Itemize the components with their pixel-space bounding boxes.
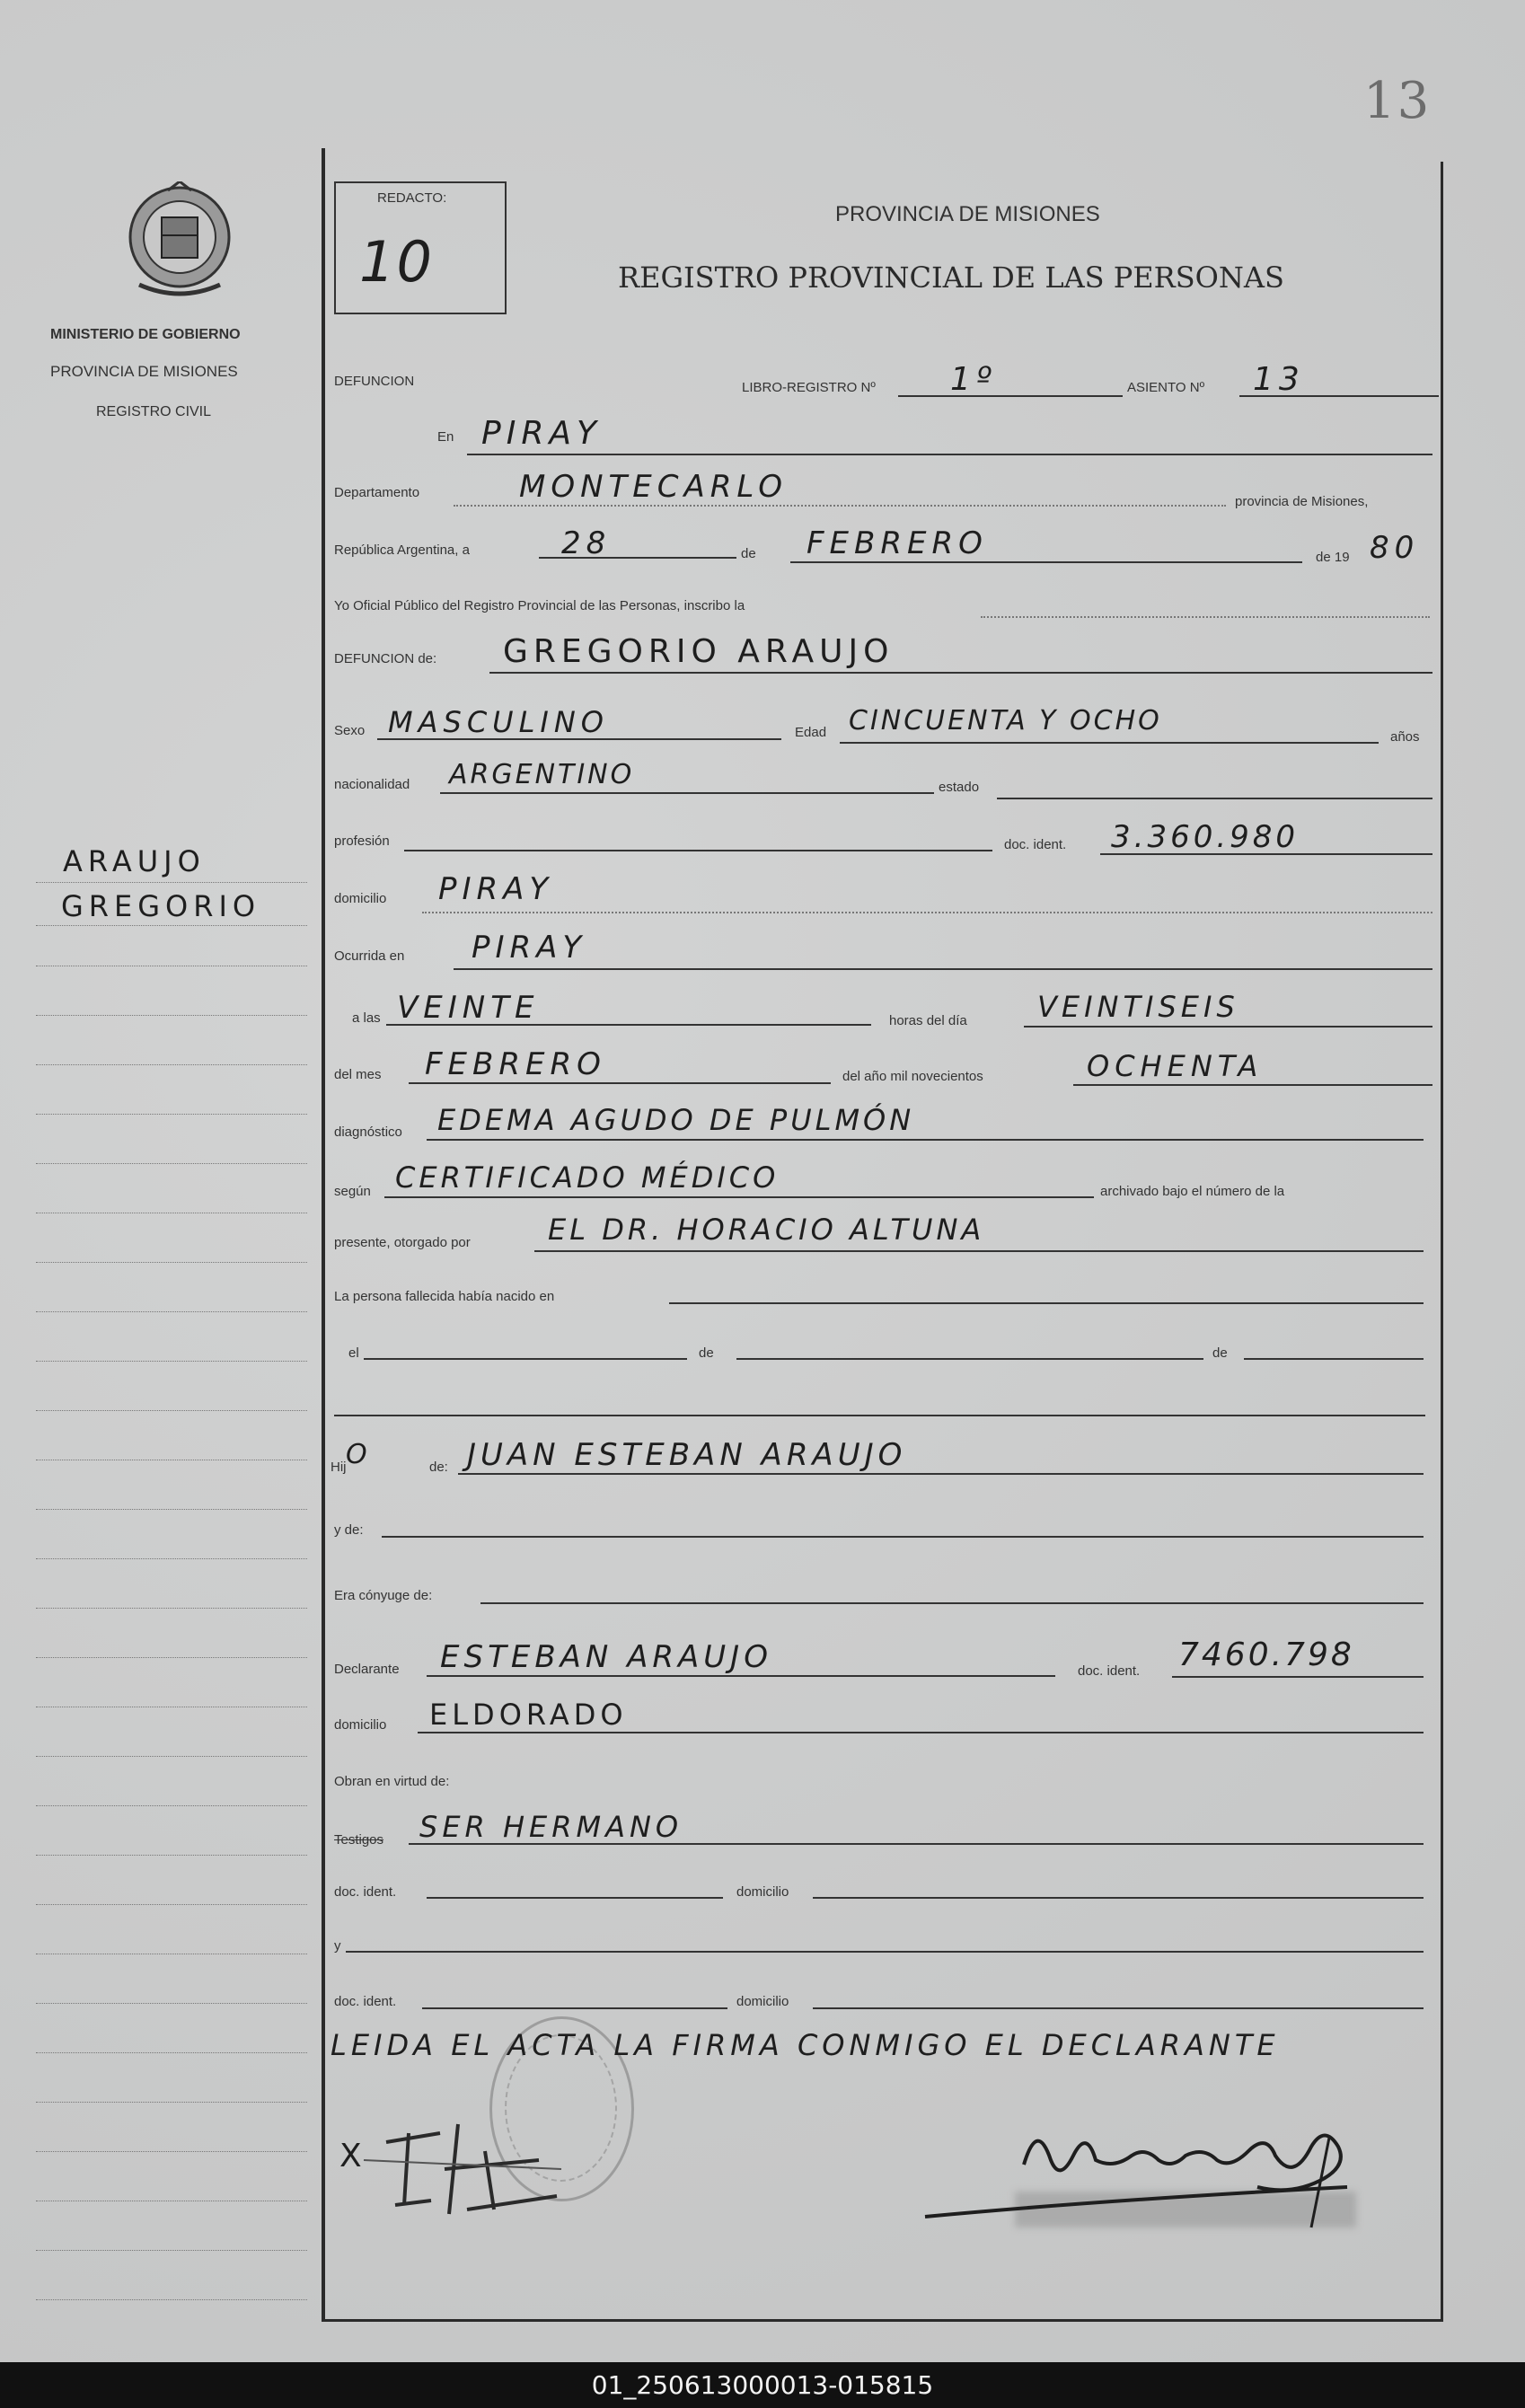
asiento-line (1239, 395, 1439, 397)
departamento-value: MONTECARLO (519, 469, 789, 505)
margin-rule-26 (36, 2102, 307, 2103)
y-line (346, 1951, 1424, 1953)
domicilio-value: PIRAY (438, 871, 554, 907)
ocurrida-value: PIRAY (472, 930, 587, 966)
declarante-label: Declarante (334, 1662, 400, 1677)
doc-ident-line (1100, 853, 1432, 855)
testigos-value: SER HERMANO (419, 1810, 683, 1844)
segun-line (384, 1196, 1094, 1198)
margin-rule-27 (36, 2151, 307, 2152)
yde-line (382, 1536, 1424, 1538)
domicilio2-line (813, 2007, 1424, 2009)
domicilio-line (422, 912, 1432, 913)
ocurrida-line (454, 968, 1432, 970)
doc2-label: doc. ident. (334, 1994, 397, 2009)
redacto-value: 10 (359, 229, 434, 295)
presente-value: EL DR. HORACIO ALTUNA (548, 1213, 985, 1247)
diagnostico-line (427, 1139, 1424, 1141)
asiento-label: ASIENTO Nº (1127, 380, 1205, 395)
de3-label: de (1212, 1345, 1228, 1361)
estado-label: estado (939, 780, 980, 795)
declarante-value: ESTEBAN ARAUJO (440, 1639, 772, 1675)
sexo-value: MASCULINO (388, 705, 609, 739)
province-heading: PROVINCIA DE MISIONES (835, 202, 1100, 226)
y-label: y (334, 1938, 341, 1954)
ministry-line2: PROVINCIA DE MISIONES (50, 363, 238, 380)
horas-value: VEINTISEIS (1037, 990, 1239, 1024)
en-line (467, 454, 1432, 455)
declarant-mark-scribble (359, 2106, 566, 2223)
de19-label: de 19 (1316, 550, 1350, 565)
mes-line (790, 561, 1302, 563)
el-label: el (348, 1345, 359, 1361)
defuncion-de-label: DEFUNCION de: (334, 651, 437, 666)
presente-line (534, 1250, 1424, 1252)
x-mark: X (339, 2138, 367, 2174)
margin-rule-24 (36, 2003, 307, 2004)
page-number: 13 (1363, 72, 1432, 130)
profesion-label: profesión (334, 834, 390, 849)
de2-label: de (699, 1345, 714, 1361)
doc2-line (422, 2007, 727, 2009)
dia-value: 28 (561, 525, 612, 561)
horas-line (1024, 1026, 1432, 1028)
delanio-line (1073, 1084, 1432, 1086)
closing-statement: LEIDA EL ACTA LA FIRMA CONMIGO EL DECLARANTE (331, 2028, 1280, 2062)
nacionalidad-label: nacionalidad (334, 777, 410, 792)
declarante-doc-line (1172, 1676, 1424, 1678)
margin-rule-15 (36, 1558, 307, 1559)
domicilio1-label: domicilio (736, 1884, 789, 1900)
conyuge-line (480, 1602, 1424, 1604)
declarante-dom-value: ELDORADO (429, 1698, 628, 1732)
declarante-doc-value: 7460.798 (1178, 1636, 1354, 1673)
provincia-label: provincia de Misiones, (1235, 494, 1369, 509)
blank-line (334, 1415, 1425, 1416)
margin-rule-1 (36, 882, 307, 883)
doc1-line (427, 1897, 723, 1899)
nacido-line (669, 1302, 1424, 1304)
anio-value: 80 (1370, 530, 1420, 566)
margin-rule-10 (36, 1311, 307, 1312)
right-margin-rule (1441, 162, 1443, 2322)
edad-value: CINCUENTA Y OCHO (849, 705, 1162, 737)
doc-ident-value: 3.360.980 (1111, 819, 1300, 855)
oficial-line (981, 616, 1430, 618)
delmes-label: del mes (334, 1067, 382, 1082)
doc-ident-label: doc. ident. (1004, 837, 1067, 852)
margin-rule-25 (36, 2052, 307, 2053)
nacido-label: La persona fallecida había nacido en (334, 1289, 555, 1304)
delanio-value: OCHENTA (1087, 1049, 1264, 1083)
declarante-doc-label: doc. ident. (1078, 1663, 1141, 1679)
margin-rule-21 (36, 1855, 307, 1856)
declarante-dom-line (418, 1732, 1424, 1733)
bottom-rule (323, 2319, 1442, 2322)
margin-rule-6 (36, 1114, 307, 1115)
margin-rule-19 (36, 1756, 307, 1757)
presente-label: presente, otorgado por (334, 1235, 471, 1250)
declarante-line (427, 1675, 1055, 1677)
segun-label: según (334, 1184, 371, 1199)
en-value: PIRAY (481, 415, 602, 452)
conyuge-label: Era cónyuge de: (334, 1588, 433, 1603)
defuncion-de-value: GREGORIO ARAUJO (503, 633, 895, 670)
hijo-de-label: de: (429, 1460, 448, 1475)
margin-rule-20 (36, 1805, 307, 1806)
defuncion-de-line (489, 672, 1432, 674)
republica-label: República Argentina, a (334, 542, 470, 558)
declarante-dom-label: domicilio (334, 1717, 387, 1733)
margin-rule-17 (36, 1657, 307, 1658)
de2-line (736, 1358, 1203, 1360)
margin-surname: ARAUJO (63, 844, 206, 878)
edad-line (840, 742, 1379, 744)
hijo-de-line (458, 1473, 1424, 1475)
doc1-label: doc. ident. (334, 1884, 397, 1900)
dia-line (539, 557, 736, 559)
diagnostico-label: diagnóstico (334, 1125, 402, 1140)
libro-label: LIBRO-REGISTRO Nº (742, 380, 876, 395)
margin-rule-29 (36, 2250, 307, 2251)
margin-rule-30 (36, 2299, 307, 2300)
segun-value: CERTIFICADO MÉDICO (395, 1160, 780, 1195)
alas-value: VEINTE (397, 990, 540, 1026)
departamento-line (454, 505, 1226, 507)
domicilio1-line (813, 1897, 1424, 1899)
profesion-line (404, 850, 992, 851)
nacionalidad-line (440, 792, 934, 794)
margin-rule-12 (36, 1410, 307, 1411)
de3-line (1244, 1358, 1424, 1360)
margin-rule-5 (36, 1064, 307, 1065)
ministry-line3: REGISTRO CIVIL (96, 404, 212, 419)
record-type-label: DEFUNCION (334, 374, 415, 389)
archivado-label: archivado bajo el número de la (1100, 1184, 1285, 1199)
testigos-label: Testigos (334, 1832, 384, 1848)
nacionalidad-value: ARGENTINO (449, 759, 635, 790)
obran-label: Obran en virtud de: (334, 1774, 450, 1789)
margin-rule-2 (36, 925, 307, 926)
margin-given-name: GREGORIO (61, 889, 261, 923)
coat-of-arms-emblem (121, 181, 238, 303)
de-label: de (741, 546, 756, 561)
diagnostico-value: EDEMA AGUDO DE PULMÓN (437, 1103, 915, 1137)
official-signature (916, 2084, 1383, 2245)
edad-label: Edad (795, 725, 827, 740)
margin-rule-14 (36, 1509, 307, 1510)
asiento-value: 13 (1253, 361, 1305, 398)
domicilio-label: domicilio (334, 891, 387, 906)
hijo-label: Hij (331, 1460, 347, 1475)
en-label: En (437, 429, 454, 445)
libro-value: 1º (950, 361, 997, 398)
margin-rule-16 (36, 1608, 307, 1609)
yde-label: y de: (334, 1522, 364, 1538)
registry-title: REGISTRO PROVINCIAL DE LAS PERSONAS (618, 260, 1284, 295)
margin-rule-9 (36, 1262, 307, 1263)
delmes-line (409, 1082, 831, 1084)
delanio-label: del año mil novecientos (842, 1069, 983, 1084)
hijo-de-value: JUAN ESTEBAN ARAUJO (467, 1437, 907, 1473)
redacto-label: REDACTO: (377, 190, 447, 206)
ocurrida-label: Ocurrida en (334, 948, 405, 964)
departamento-label: Departamento (334, 485, 420, 500)
margin-rule-22 (36, 1904, 307, 1905)
anos-label: años (1390, 729, 1420, 745)
margin-rule-7 (36, 1163, 307, 1164)
margin-rule-4 (36, 1015, 307, 1016)
mes-value: FEBRERO (807, 525, 988, 561)
alas-line (386, 1024, 871, 1026)
left-margin-rule (322, 148, 325, 2322)
delmes-value: FEBRERO (425, 1046, 606, 1082)
alas-label: a las (352, 1010, 381, 1026)
hijo-suffix: O (346, 1439, 373, 1470)
horas-label: horas del día (889, 1013, 967, 1028)
oficial-text: Yo Oficial Público del Registro Provincial de las Personas, inscribo la (334, 598, 745, 613)
domicilio2-label: domicilio (736, 1994, 789, 2009)
file-identifier: 01_250613000013-015815 (0, 2362, 1525, 2408)
ministry-line1: MINISTERIO DE GOBIERNO (50, 327, 241, 342)
sexo-line (377, 738, 781, 740)
testigos-line (409, 1843, 1424, 1845)
sexo-label: Sexo (334, 723, 366, 738)
estado-line (997, 798, 1432, 799)
libro-line (898, 395, 1123, 397)
margin-rule-11 (36, 1361, 307, 1362)
el-line (364, 1358, 687, 1360)
